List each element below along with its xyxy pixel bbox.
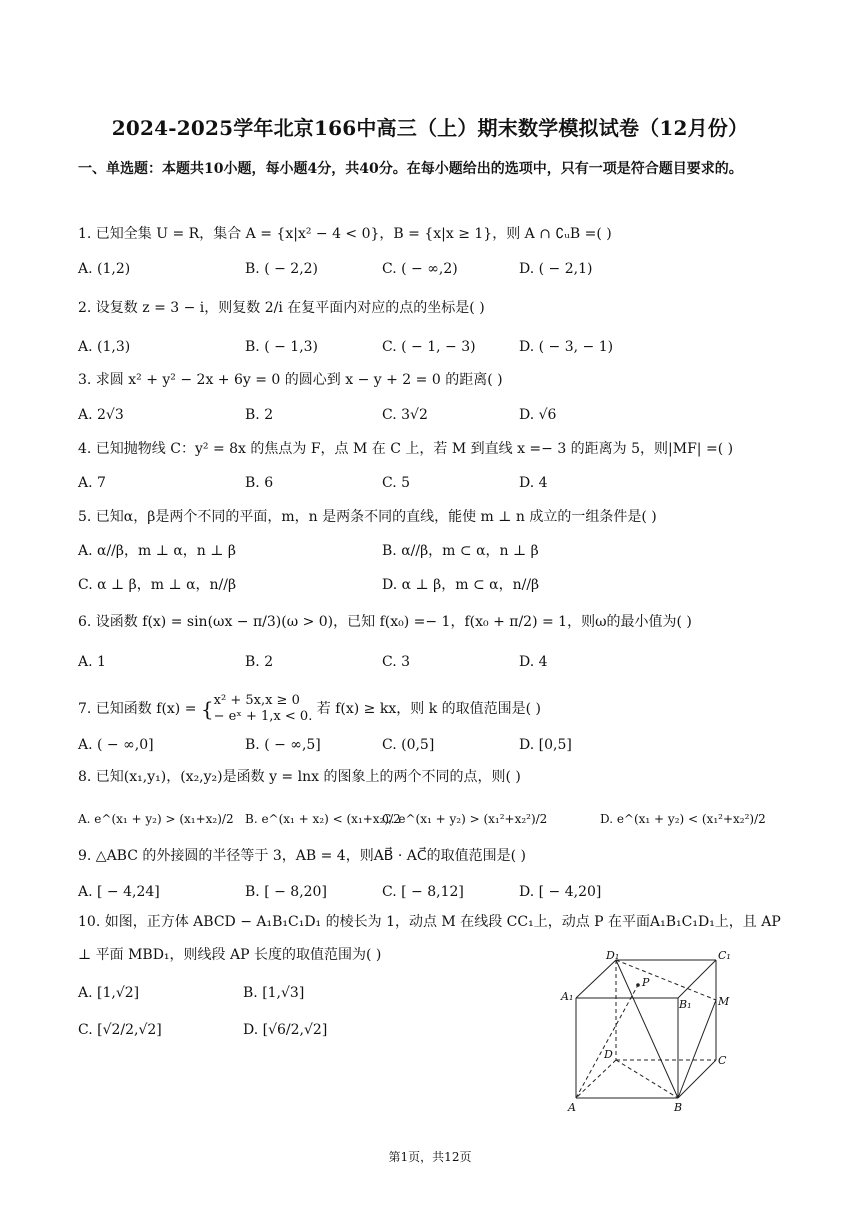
question-7-option-b: B. ( − ∞,5] — [245, 737, 321, 753]
question-10-stem: 10. 如图，正方体 ABCD − A₁B₁C₁D₁ 的棱长为 1，动点 M 在线段 CC₁上，动点 P 在平面A₁B₁C₁D₁上，且 AP ⊥ 平面 MBD₁，则线段 AP 长度的取值范围为( ) — [78, 914, 781, 963]
question-1-option-a: A. (1,2) — [78, 261, 131, 277]
question-2-option-c: C. ( − 1, − 3) — [382, 339, 476, 355]
question-2-stem: 2. 设复数 z = 3 − i，则复数 2/i 在复平面内对应的点的坐标是( ) — [78, 300, 485, 316]
question-8-option-c: C. e^(x₁ + y₂) > (x₁²+x₂²)/2 — [382, 812, 548, 826]
label-b: B — [674, 1101, 683, 1114]
label-m: M — [718, 995, 730, 1008]
cube-figure — [558, 950, 738, 1120]
question-6-option-d: D. 4 — [519, 654, 548, 670]
hidden-segment-a-p — [576, 985, 638, 1098]
question-4-stem: 4. 已知抛物线 C：y² = 8x 的焦点为 F，点 M 在 C 上，若 M 到直线 x =− 3 的距离为 5，则|MF| =( ) — [78, 441, 734, 457]
question-3-option-d: D. √6 — [519, 407, 557, 423]
edge-d1-a1 — [576, 960, 616, 998]
question-5-stem: 5. 已知α，β是两个不同的平面，m，n 是两条不同的直线，能使 m ⊥ n 成立的一组条件是( ) — [78, 509, 657, 525]
question-3-option-b: B. 2 — [245, 407, 274, 423]
hidden-segment-d-b — [616, 1060, 678, 1098]
label-a: A — [568, 1101, 576, 1114]
question-8-option-b: B. e^(x₁ + x₂) < (x₁+x₂)/2 — [245, 812, 401, 826]
question-8-option-d: D. e^(x₁ + y₂) < (x₁²+x₂²)/2 — [600, 812, 766, 826]
question-4-option-b: B. 6 — [245, 475, 274, 491]
label-b1: B₁ — [679, 998, 692, 1011]
question-7-piece-2: − eˣ + 1,x < 0. — [213, 709, 313, 724]
edge-b-c — [678, 1060, 716, 1098]
label-d: D — [604, 1048, 613, 1061]
page-title: 2024-2025学年北京166中高三（上）期末数学模拟试卷（12月份） — [111, 116, 749, 140]
page-footer: 第1页，共12页 — [388, 1150, 472, 1164]
question-10-option-d: D. [√6/2,√2] — [243, 1022, 328, 1038]
question-7-piece-1: x² + 5x,x ≥ 0 — [213, 693, 300, 708]
question-9-option-d: D. [ − 4,20] — [519, 884, 602, 900]
question-3-stem: 3. 求圆 x² + y² − 2x + 6y = 0 的圆心到 x − y + 2 = 0 的距离( ) — [78, 372, 503, 388]
question-6-option-c: C. 3 — [382, 654, 411, 670]
question-7-option-a: A. ( − ∞,0] — [78, 737, 154, 753]
question-9-stem: 9. △ABC 的外接圆的半径等于 3，AB = 4，则AB⃗ · AC⃗的取值范围是( ) — [78, 848, 527, 864]
question-6-stem: 6. 设函数 f(x) = sin(ωx − π/3)(ω > 0)，已知 f(x₀) =− 1，f(x₀ + π/2) = 1，则ω的最小值为( ) — [78, 614, 692, 630]
question-1-option-d: D. ( − 2,1) — [519, 261, 593, 277]
question-4-option-c: C. 5 — [382, 475, 411, 491]
question-4-option-d: D. 4 — [519, 475, 548, 491]
question-7-stem-prefix: 7. 已知函数 f(x) = — [78, 701, 197, 717]
question-5-option-b: B. α//β，m ⊂ α，n ⊥ β — [382, 543, 539, 559]
question-7-option-d: D. [0,5] — [519, 737, 572, 753]
question-8-stem: 8. 已知(x₁,y₁)，(x₂,y₂)是函数 y = lnx 的图象上的两个不同的点，则( ) — [78, 769, 521, 785]
question-2-option-a: A. (1,3) — [78, 339, 131, 355]
question-2-option-b: B. ( − 1,3) — [245, 339, 319, 355]
question-6-option-b: B. 2 — [245, 654, 274, 670]
label-p: P — [642, 976, 650, 989]
hidden-edge-d-a — [576, 1060, 616, 1098]
label-a1: A₁ — [561, 990, 574, 1003]
question-5-option-d: D. α ⊥ β，m ⊂ α，n//β — [382, 577, 540, 593]
question-5-option-c: C. α ⊥ β，m ⊥ α，n//β — [78, 577, 237, 593]
question-7-piecewise — [214, 693, 313, 725]
question-10-option-c: C. [√2/2,√2] — [78, 1022, 162, 1038]
question-10-option-b: B. [1,√3] — [243, 985, 305, 1001]
label-c: C — [718, 1054, 727, 1067]
section-heading: 一、单选题：本题共10小题，每小题4分，共40分。在每小题给出的选项中，只有一项是符合题目要求的。 — [78, 161, 743, 177]
question-2-option-d: D. ( − 3, − 1) — [519, 339, 614, 355]
question-1-option-b: B. ( − 2,2) — [245, 261, 319, 277]
question-4-option-a: A. 7 — [78, 475, 106, 491]
point-p — [636, 983, 640, 987]
question-3-option-c: C. 3√2 — [382, 407, 428, 423]
question-8-option-a: A. e^(x₁ + y₂) > (x₁+x₂)/2 — [78, 812, 234, 826]
question-9-option-c: C. [ − 8,12] — [382, 884, 464, 900]
segment-b-m — [678, 1000, 716, 1098]
question-5-option-a: A. α//β，m ⊥ α，n ⊥ β — [78, 543, 236, 559]
question-6-option-a: A. 1 — [78, 654, 106, 670]
question-1-stem: 1. 已知全集 U = R，集合 A = {x|x² − 4 < 0}，B = {x|x ≥ 1}，则 A ∩ ∁ᵤB =( ) — [78, 226, 612, 242]
label-c1: C₁ — [718, 950, 731, 962]
question-7-stem: 7. 已知函数 f(x) = {x² + 5x,x ≥ 0 − eˣ + 1,x < 0. 若 f(x) ≥ kx，则 k 的取值范围是( ) — [78, 693, 541, 724]
question-10-option-a: A. [1,√2] — [78, 985, 140, 1001]
question-1-option-c: C. ( − ∞,2) — [382, 261, 458, 277]
question-9-option-a: A. [ − 4,24] — [78, 884, 160, 900]
question-3-option-a: A. 2√3 — [78, 407, 124, 423]
question-7-stem-suffix: 若 f(x) ≥ kx，则 k 的取值范围是( ) — [316, 701, 541, 717]
question-9-option-b: B. [ − 8,20] — [245, 884, 327, 900]
question-7-option-c: C. (0,5] — [382, 737, 435, 753]
label-d1: D₁ — [606, 950, 620, 962]
